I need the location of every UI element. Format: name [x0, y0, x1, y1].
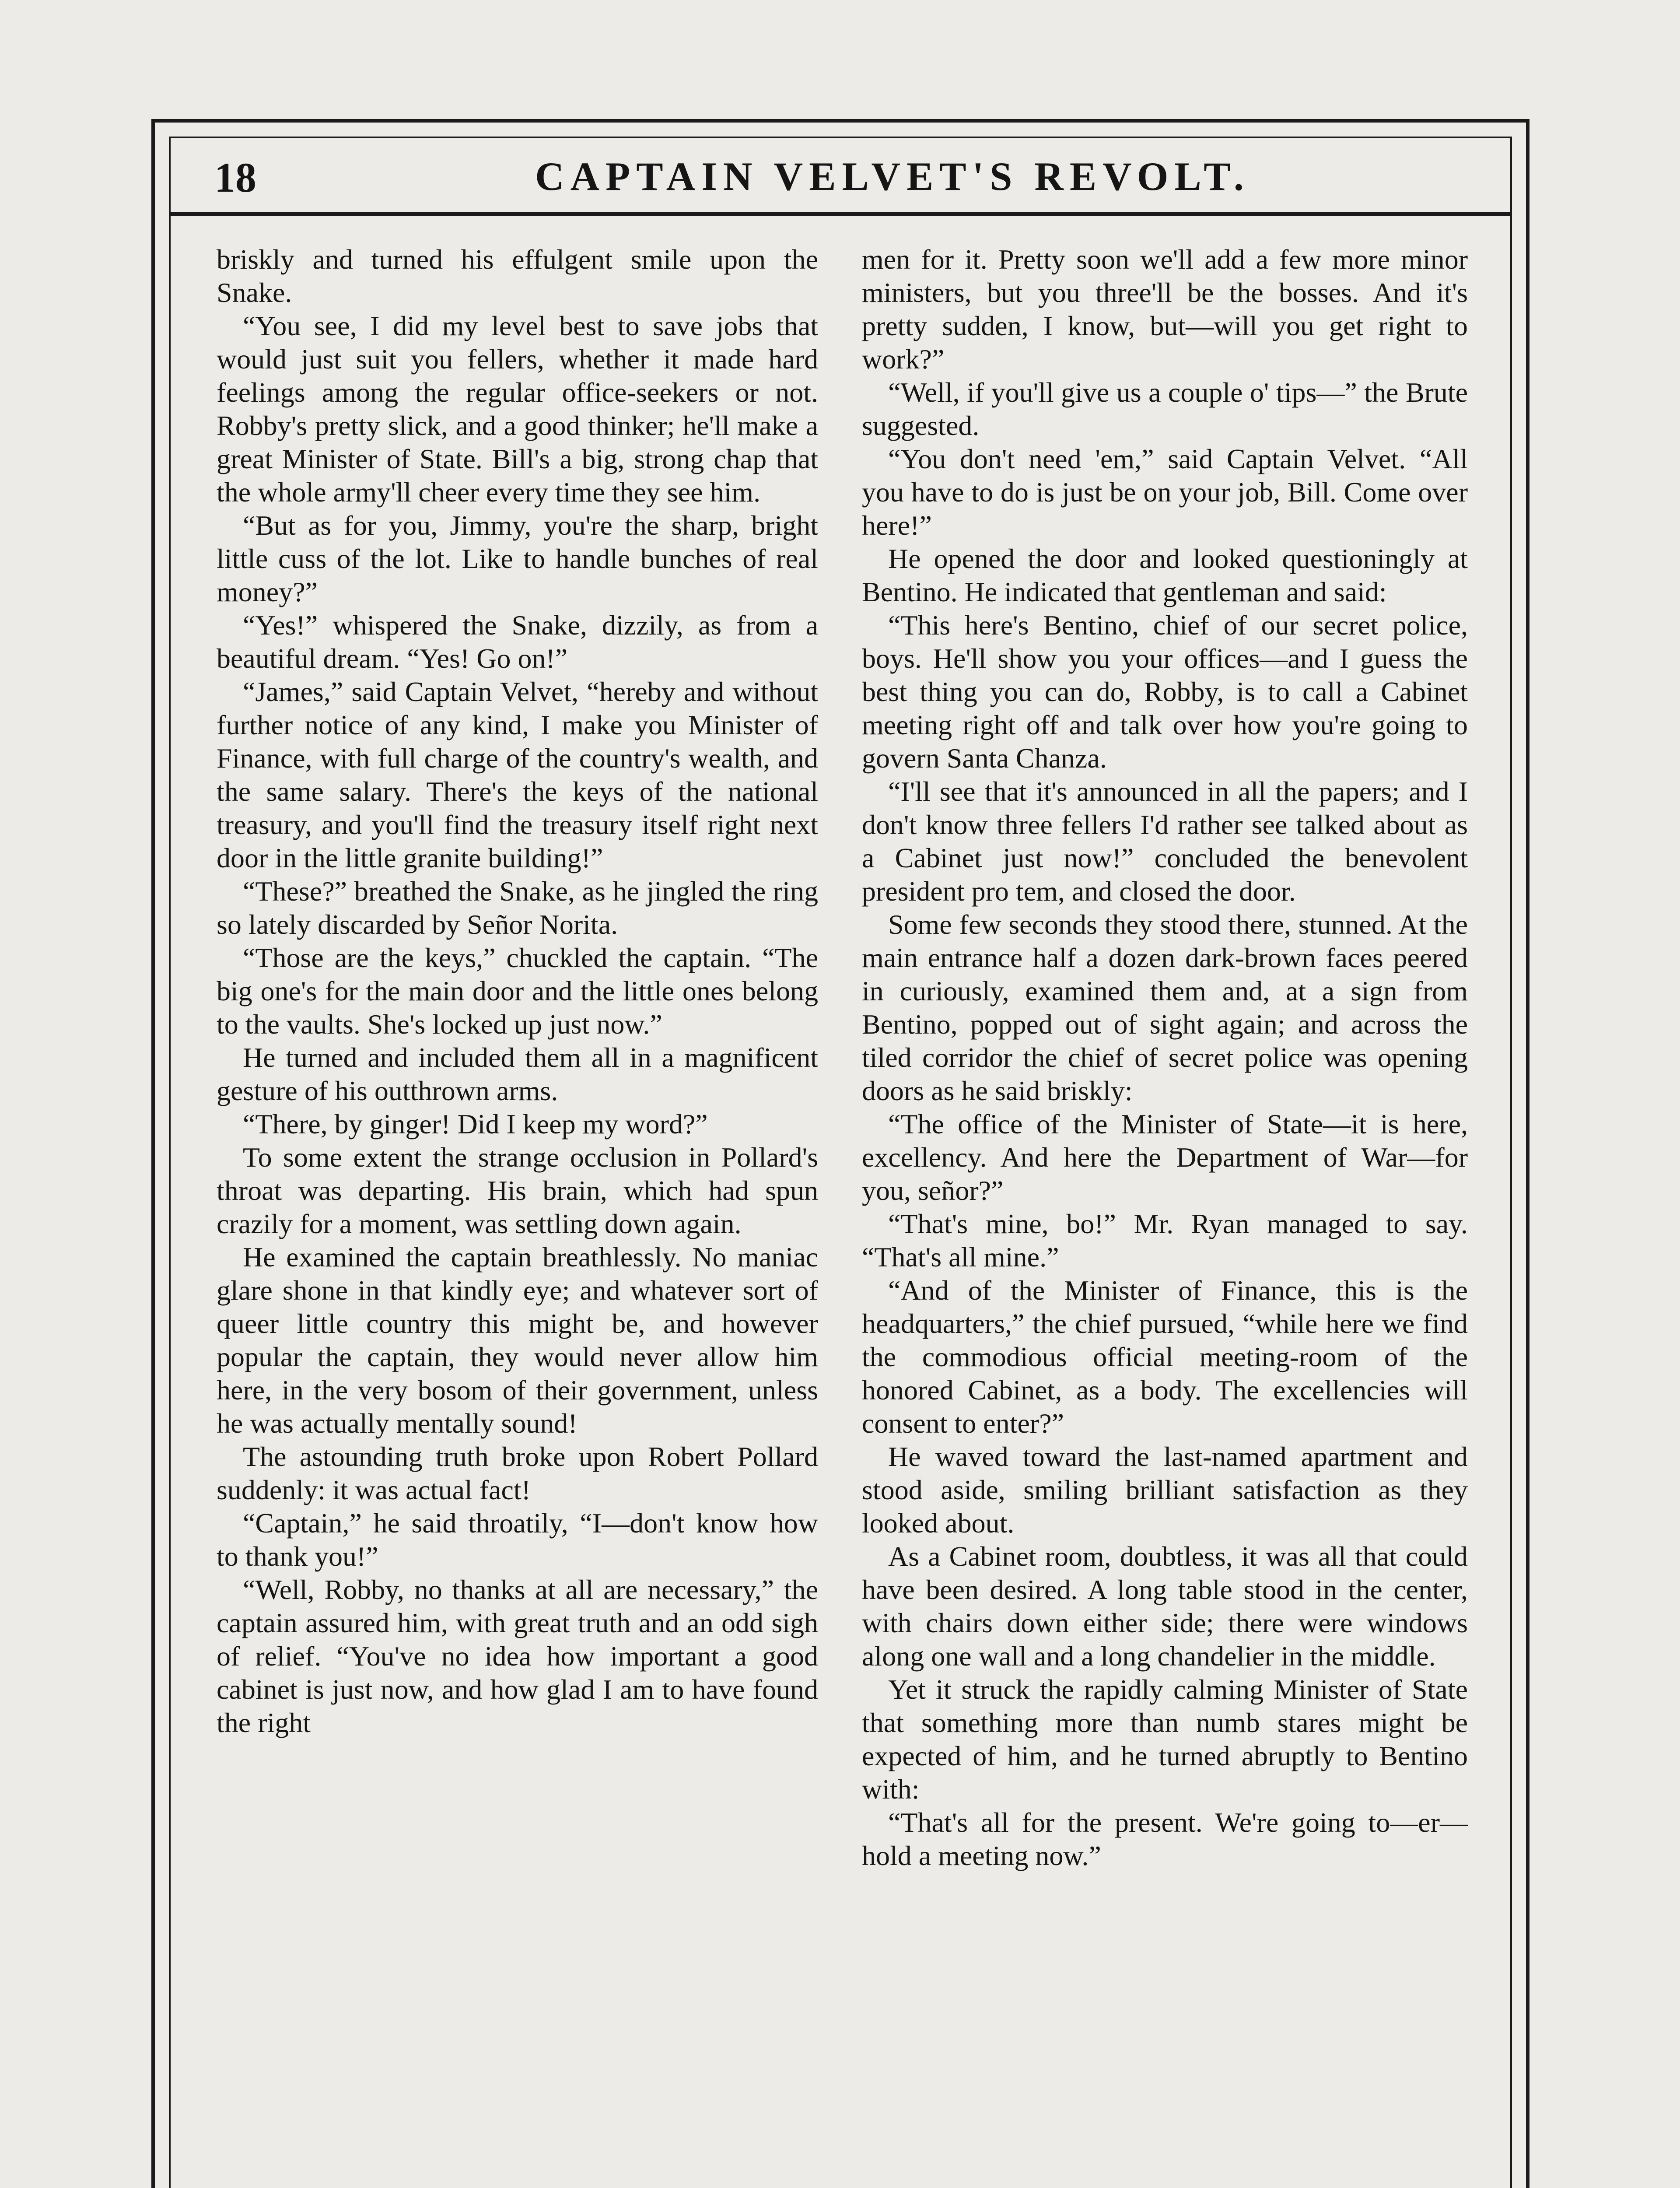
right-column — [862, 243, 1468, 2188]
paragraph: “Well, Robby, no thanks at all are necessary,” the captain assured him, with great truth and an odd sigh of relief. “You've no idea how important a good cabinet is just now, and how glad I am to have found the right — [217, 1574, 818, 1738]
paragraph: “Captain,” he said throatily, “I—don't know how to thank you!” — [217, 1508, 818, 1572]
paragraph: “Those are the keys,” chuckled the captain. “The big one's for the main door and the little ones belong to the vaults. She's locked up just now.” — [217, 942, 818, 1040]
paragraph: “You don't need 'em,” said Captain Velvet. “All you have to do is just be on your job, Bill. Come over here!” — [862, 443, 1468, 541]
paragraph: “But as for you, Jimmy, you're the sharp, bright little cuss of the lot. Like to handle bunches of real money?” — [217, 510, 818, 607]
paragraph: As a Cabinet room, doubtless, it was all that could have been desired. A long table stood in the center, with chairs down either side; there were windows along one wall and a long chandelier in the middle. — [862, 1541, 1468, 1672]
running-title: CAPTAIN VELVET'S REVOLT. — [535, 154, 1250, 199]
paragraph: “The office of the Minister of State—it is here, excellency. And here the Department of War—for you, señor?” — [862, 1108, 1468, 1206]
page-number: 18 — [214, 154, 256, 201]
paragraph: He opened the door and looked questioningly at Bentino. He indicated that gentleman and said: — [862, 543, 1468, 607]
paragraph: “This here's Bentino, chief of our secret police, boys. He'll show you your offices—and I guess the best thing you can do, Robby, is to call a Cabinet meeting right off and talk over how you're going to govern Santa Chanza. — [862, 610, 1468, 774]
paragraph: The astounding truth broke upon Robert Pollard suddenly: it was actual fact! — [217, 1441, 818, 1505]
paragraph: He examined the captain breathlessly. No maniac glare shone in that kindly eye; and whatever sort of queer little country this might be, and however popular the captain, they would never allow him here, in the very bosom of their government, unless he was actually mentally sound! — [217, 1241, 818, 1439]
paragraph: “These?” breathed the Snake, as he jingled the ring so lately discarded by Señor Norita. — [217, 876, 818, 940]
paragraph: “Yes!” whispered the Snake, dizzily, as from a beautiful dream. “Yes! Go on!” — [217, 610, 818, 674]
paragraph: “James,” said Captain Velvet, “hereby and without further notice of any kind, I make you Minister of Finance, with full charge of the country's wealth, and the same salary. There's the keys of the national treasury, and you'll find the treasury itself right next door in the little granite building!” — [217, 676, 818, 873]
paragraph: To some extent the strange occlusion in Pollard's throat was departing. His brain, which had spun crazily for a moment, was settling down again. — [217, 1142, 818, 1239]
paragraph: “Well, if you'll give us a couple o' tips—” the Brute suggested. — [862, 377, 1468, 441]
paragraph: “There, by ginger! Did I keep my word?” — [243, 1108, 708, 1140]
header-rule — [169, 212, 1512, 216]
paragraph: He turned and included them all in a magnificent gesture of his outthrown arms. — [217, 1042, 818, 1106]
paragraph: men for it. Pretty soon we'll add a few more minor ministers, but you three'll be the bosses. And it's pretty sudden, I know, but—will you get right to work?” — [862, 244, 1468, 375]
paragraph: “And of the Minister of Finance, this is the headquarters,” the chief pursued, “while here we find the commodious official meeting-room of the honored Cabinet, as a body. The excellencies will consent to enter?” — [862, 1275, 1468, 1439]
paragraph: “I'll see that it's announced in all the papers; and I don't know three fellers I'd rather see talked about as a Cabinet just now!” concluded the benevolent president pro tem, and closed the door. — [862, 776, 1468, 907]
left-column — [217, 243, 818, 2188]
paragraph: Some few seconds they stood there, stunned. At the main entrance half a dozen dark-brown faces peered in curiously, examined them and, at a sign from Bentino, popped out of sight again; and across the tiled corridor the chief of secret police was opening doors as he said briskly: — [862, 909, 1468, 1106]
paragraph: briskly and turned his effulgent smile upon the Snake. — [217, 244, 818, 308]
paragraph: “That's mine, bo!” Mr. Ryan managed to say. “That's all mine.” — [862, 1208, 1468, 1273]
paragraph: Yet it struck the rapidly calming Minister of State that something more than numb stares might be expected of him, and he turned abruptly to Bentino with: — [862, 1674, 1468, 1805]
paragraph: “That's all for the present. We're going to—er—hold a meeting now.” — [862, 1807, 1468, 1871]
paragraph: “You see, I did my level best to save jobs that would just suit you fellers, whether it made hard feelings among the regular office-seekers or not. Robby's pretty slick, and a good thinker; he'll make a great Minister of State. Bill's a big, strong chap that the whole army'll cheer every time they see him. — [217, 310, 818, 508]
paragraph: He waved toward the last-named apartment and stood aside, smiling brilliant satisfaction as they looked about. — [862, 1441, 1468, 1539]
page-header — [184, 144, 1505, 210]
